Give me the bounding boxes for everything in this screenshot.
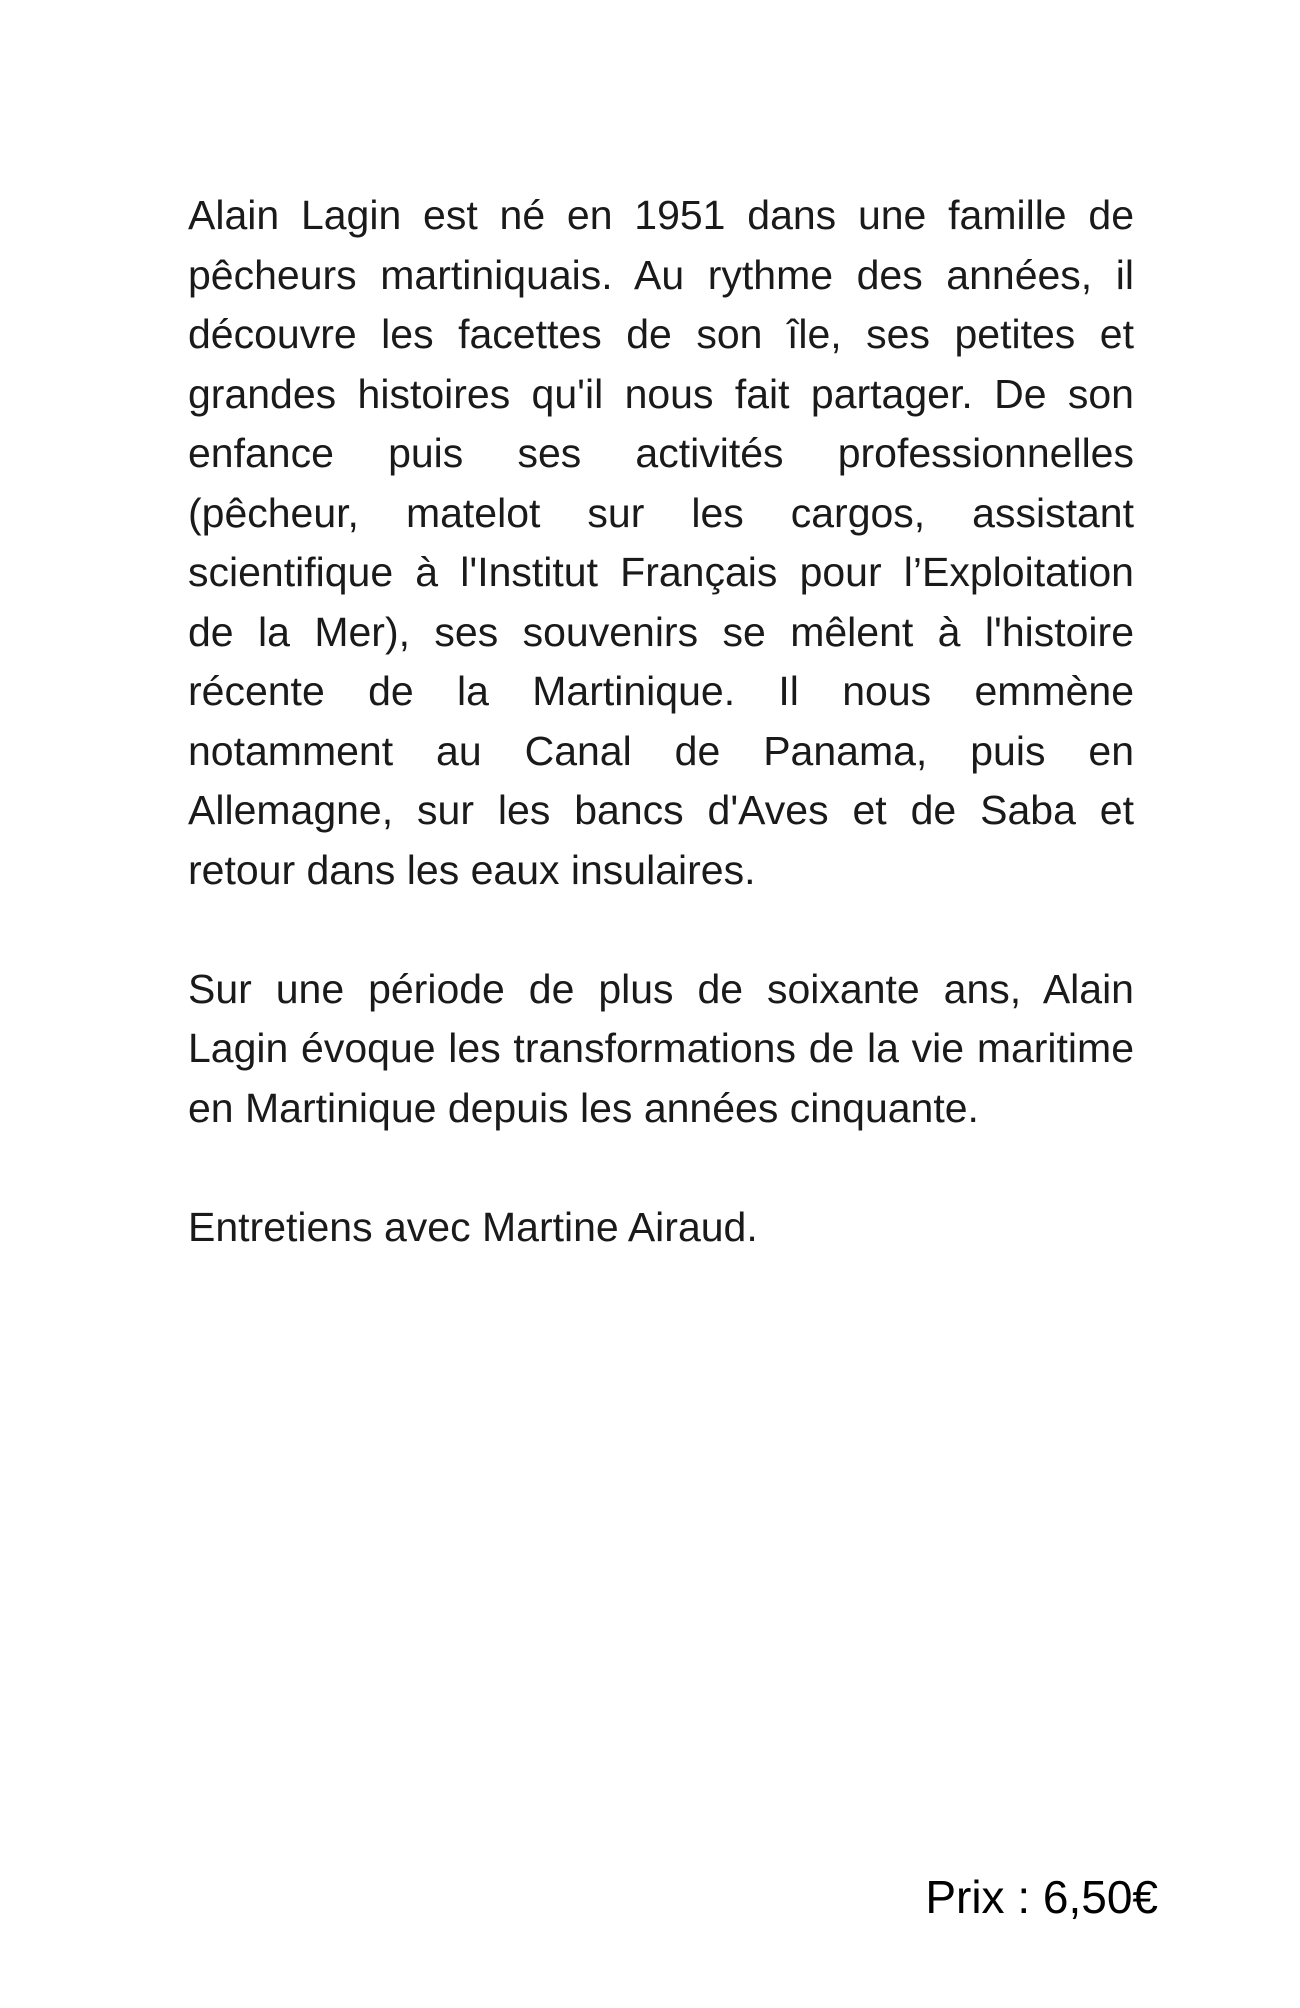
synopsis-paragraph-2: Sur une période de plus de soixante ans, Alain Lagin évoque les transformations de la vie maritime en Martinique depuis les années cinquante.	[188, 965, 1134, 1131]
synopsis-text	[188, 186, 1134, 1257]
price-label: Prix : 6,50€	[925, 1871, 1158, 1923]
synopsis-paragraph-1: Alain Lagin est né en 1951 dans une famille de pêcheurs martiniquais. Au rythme des années, il découvre les facettes de son île, ses petites et grandes histoires qu'il nous fait partager. De son enfance puis ses activités professionnelles (pêcheur, matelot sur les cargos, assistant scientifique à l'Institut Français pour l’Exploitation de la Mer), ses souvenirs se mêlent à l'histoire récente de la Martinique. Il nous emmène notamment au Canal de Panama, puis en Allemagne, sur les bancs d'Aves et de Saba et retour dans les eaux insulaires.	[188, 192, 1134, 893]
interview-credit: Entretiens avec Martine Airaud.	[188, 1203, 758, 1250]
